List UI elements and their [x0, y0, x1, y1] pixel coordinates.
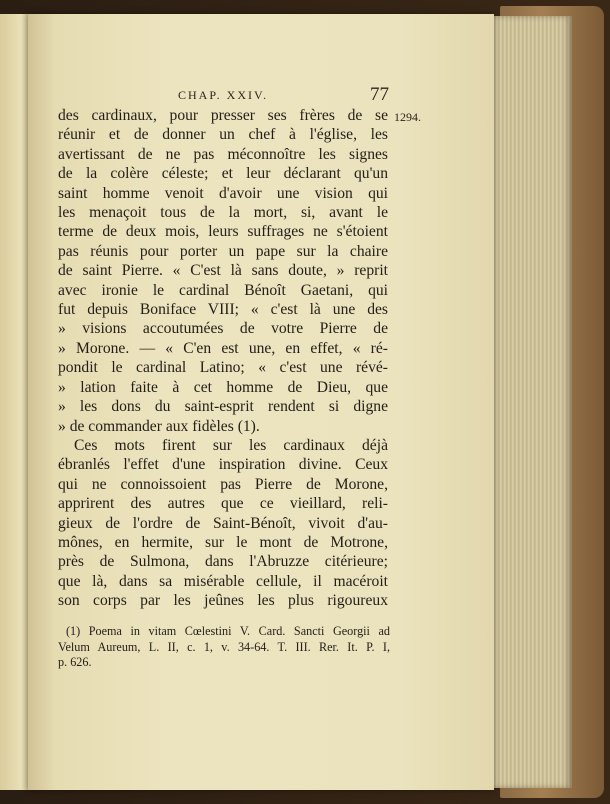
text-line: gieux de l'ordre de Saint-Bénoît, vivoit d'au-	[58, 514, 388, 532]
text-line: des cardinaux, pour presser ses frères de se	[58, 107, 388, 124]
text-line: » de commander aux fidèles (1).	[58, 417, 260, 435]
text-line: avertissant de ne pas méconnoître les signes	[58, 145, 388, 163]
page-number: 77	[370, 84, 389, 105]
body-text	[58, 106, 388, 611]
text-line: près de Sulmona, dans l'Abruzze citérieure;	[58, 553, 388, 571]
text-line: avec ironie le cardinal Bénoît Gaetani, qui	[58, 281, 388, 299]
text-line: pas réunis pour porter un pape sur la chaire	[58, 242, 388, 260]
text-line: terme de deux mois, leurs suffrages ne s'étoient	[58, 223, 388, 241]
running-head: CHAP. XXIV.	[178, 88, 269, 102]
footnote-line: p. 626.	[58, 655, 92, 669]
text-line: ébranlés l'effet d'une inspiration divine. Ceux	[58, 456, 388, 474]
text-line: de saint Pierre. « C'est là sans doute, » reprit	[58, 262, 388, 280]
text-line: » visions accoutumées de votre Pierre de	[58, 320, 388, 338]
text-line: son corps par les jeûnes les plus rigoureux	[58, 592, 388, 610]
text-line: apprirent des autres que ce vieillard, reli-	[58, 495, 388, 513]
facing-page	[0, 14, 30, 790]
margin-year-note: 1294.	[394, 110, 421, 124]
text-line: Ces mots firent sur les cardinaux déjà	[74, 436, 388, 454]
text-line: mônes, en hermite, sur le mont de Motrone,	[58, 533, 388, 551]
text-line: » les dons du saint-esprit rendent si digne	[58, 398, 388, 416]
text-line: les menaçoit tous de la mort, si, avant le	[58, 204, 388, 222]
text-line: que là, dans sa misérable cellule, il macéroit	[58, 572, 388, 590]
text-line: réunir et de donner un chef à l'église, les	[58, 126, 388, 144]
page-edges	[492, 16, 572, 788]
text-line: de la colère céleste; et leur déclarant qu'un	[58, 165, 388, 183]
footnote	[58, 624, 390, 671]
text-line: » lation faite à cet homme de Dieu, que	[58, 378, 388, 396]
footnote-line: (1) Poema in vitam Cœlestini V. Card. Sancti Georgii ad	[66, 624, 390, 638]
text-line: fut depuis Boniface VIII; « c'est là une des	[58, 301, 388, 319]
text-line: pondit le cardinal Latino; « c'est une révé-	[58, 359, 388, 377]
text-line: » Morone. — « C'en est une, en effet, « ré-	[58, 339, 388, 357]
text-line: saint homme venoit d'avoir une vision qui	[58, 184, 388, 202]
footnote-line: Velum Aureum, L. II, c. 1, v. 34-64. T. III. Rer. It. P. I,	[58, 639, 390, 654]
text-line: qui ne connoissoient pas Pierre de Morone,	[58, 475, 388, 493]
